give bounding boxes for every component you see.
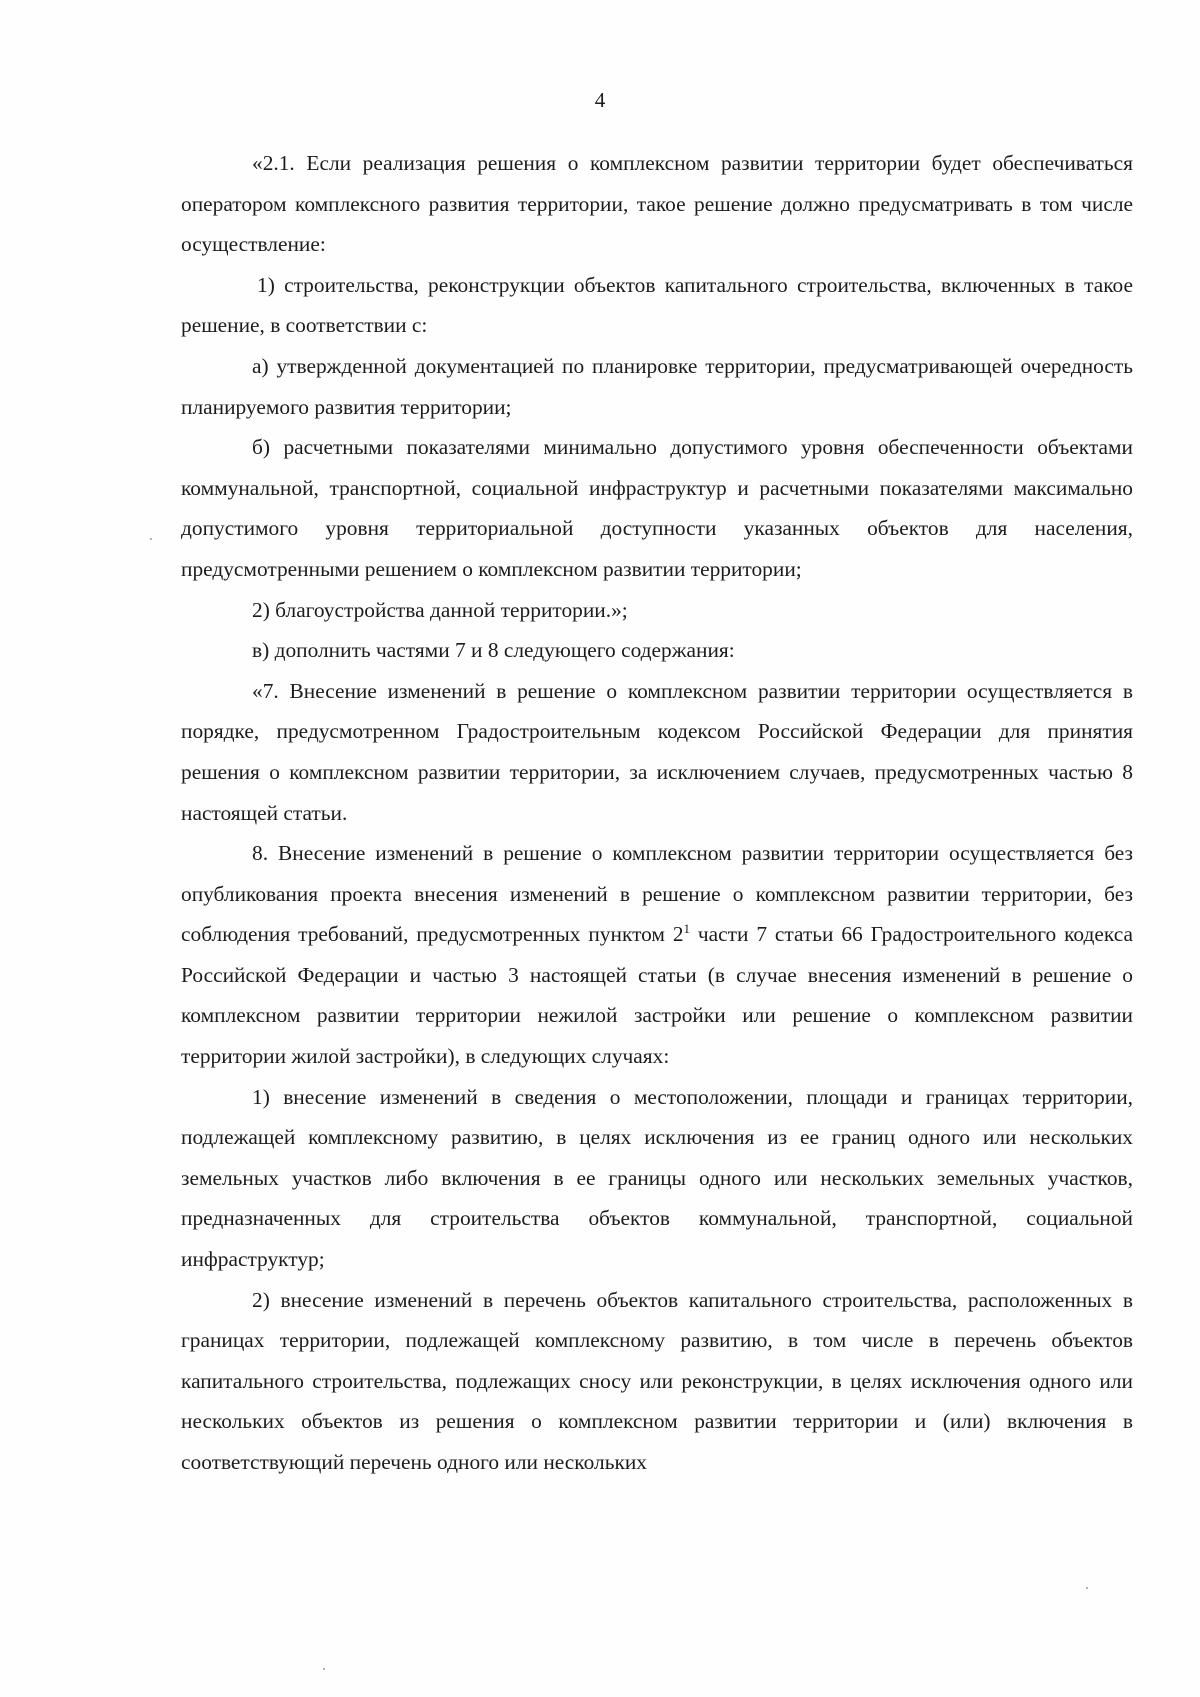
paragraph-part-7: «7. Внесение изменений в решение о комплексном развитии территории осуществляется в порядке, предусмотренном Градостроительным кодексом Российской Федерации для принятия решения о комплексном развитии территории, за исключением случаев, предусмотренных частью 8 настоящей статьи. xyxy=(181,678,1133,825)
scan-speck xyxy=(1086,1587,1088,1589)
page-number: 4 xyxy=(594,88,606,112)
paragraph-part-8 xyxy=(181,833,1133,1077)
paragraph-item-v: в) дополнить частями 7 и 8 следующего содержания: xyxy=(252,638,735,663)
paragraph-part-8-text-continued: части 7 статьи 66 Градостроительного кодекса Российской Федерации и частью 3 настоящей статьи (в случае внесения изменений в решение о комплексном развитии территории нежилой застройки или решение о комплексном развитии территории жилой застройки), в следующих случаях: xyxy=(181,922,1133,1069)
paragraph-item-2: 2) благоустройства данной территории.»; xyxy=(252,597,628,622)
paragraph-case-1: 1) внесение изменений в сведения о местоположении, площади и границах территории, подлежащей комплексному развитию, в целях исключения из ее границ одного или нескольких земельных участков либо включения в ее границы одного или нескольких земельных участков, предназначенных для строительства объектов коммунальной, транспортной, социальной инфраструктур; xyxy=(181,1084,1133,1272)
paragraph-2-1: «2.1. Если реализация решения о комплексном развитии территории будет обеспечиваться оператором комплексного развития территории, такое решение должно предусматривать в том числе осуществление: xyxy=(181,151,1133,257)
paragraph-part-8-text: 8. Внесение изменений в решение о комплексном развитии территории осуществляется без опубликования проекта внесения изменений в решение о комплексном развитии территории, без соблюдения требований, предусмотренных пунктом 2 xyxy=(181,841,1133,947)
scan-speck xyxy=(150,538,152,540)
paragraph-case-2: 2) внесение изменений в перечень объектов капитального строительства, расположенных в границах территории, подлежащей комплексному развитию, в том числе в перечень объектов капитального строительства, подлежащих сносу или реконструкции, в целях исключения одного или нескольких объектов из решения о комплексном развитии территории и (или) включения в соответствующий перечень одного или нескольких xyxy=(181,1287,1133,1474)
scan-speck xyxy=(323,1668,325,1670)
superscript-mark: 1 xyxy=(683,921,691,937)
paragraph-item-a: а) утвержденной документацией по планировке территории, предусматривающей очередность планируемого развития территории; xyxy=(181,353,1133,419)
paragraph-item-1: 1) строительства, реконструкции объектов капитального строительства, включенных в такое решение, в соответствии с: xyxy=(181,272,1133,338)
paragraph-item-b: б) расчетными показателями минимально допустимого уровня обеспеченности объектами коммунальной, транспортной, социальной инфраструктур и расчетными показателями максимально допустимого уровня территориальной доступности указанных объектов для населения, предусмотренными решением о комплексном развитии территории; xyxy=(181,435,1133,581)
document-body xyxy=(181,143,1133,1483)
